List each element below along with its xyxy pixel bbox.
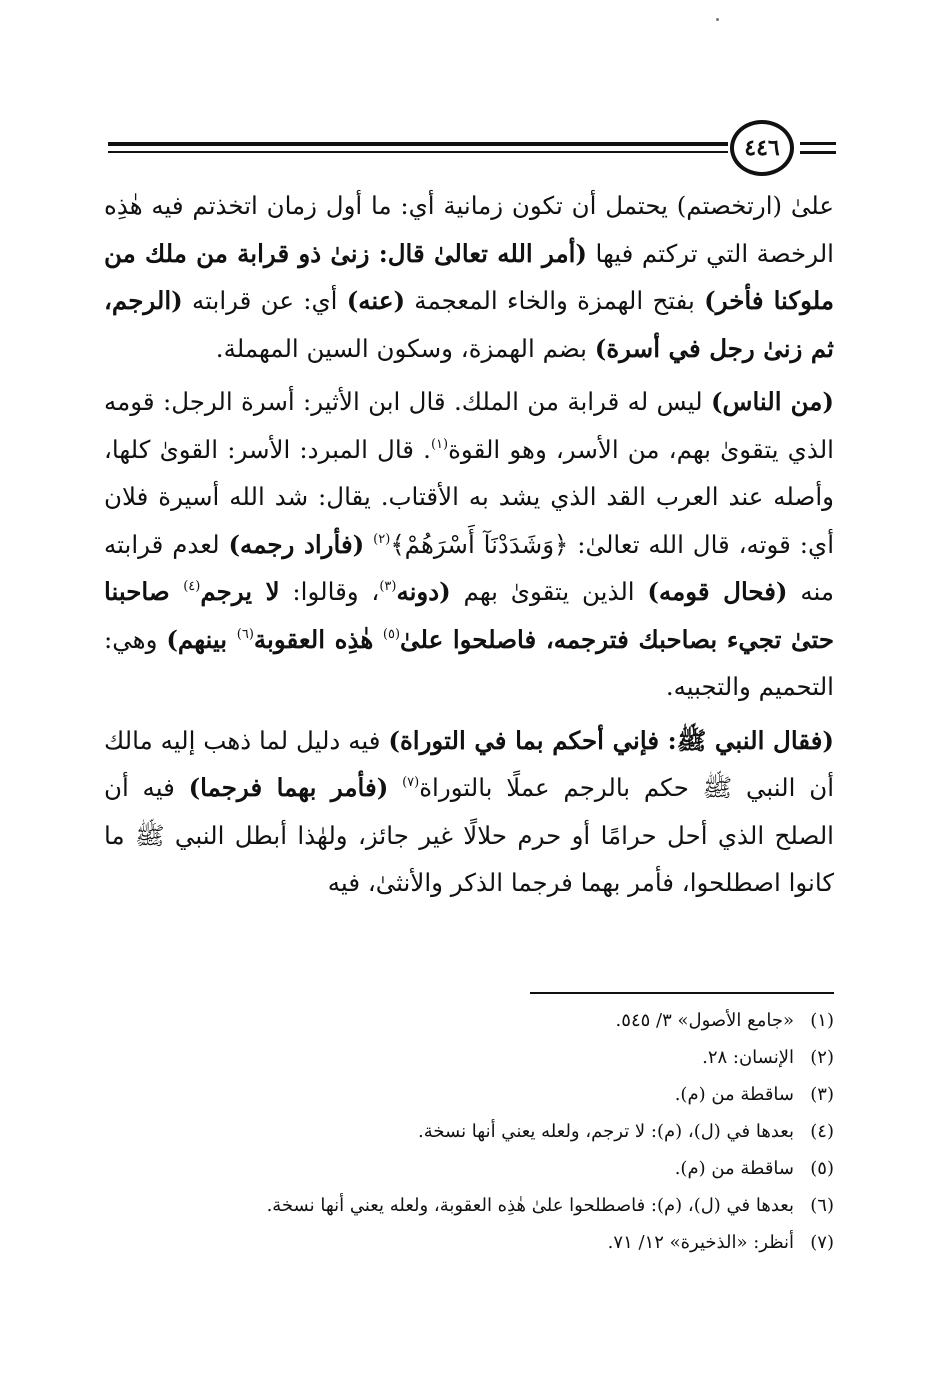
footnote-ref: (٥) [382,626,401,642]
footnote-ref: (٤) [183,579,201,594]
quoted-text: هٰذِه العقوبة [253,624,383,654]
footnote-text: أنظر: «الذخيرة» ١٢/ ٧١. [607,1232,794,1253]
quoted-text: بينهم) [166,624,237,654]
paragraph [104,378,834,711]
quoted-text: (عنه) [346,286,406,315]
paragraph [104,182,834,372]
footnote-number: (٢) [810,1047,834,1068]
footnote [104,1002,834,1039]
commentary-text: الذين يتقوىٰ بهم [450,577,648,606]
footnote-number: (١) [810,1010,834,1031]
commentary-text: فيه أن الصلح الذي أحل حرامًا أو حرم حلالًا غير جائز، ولهٰذا أبطل النبي ﷺ ما كانوا اصطلحوا، فأمر بهما فرجما الذكر والأنثىٰ، فيه [104,773,834,897]
footnote-number: (٧) [810,1232,834,1253]
quoted-text: (أمر الله تعالىٰ قال: زنىٰ ذو قرابة من ملك من ملوكنا فأخر) [104,238,835,315]
commentary-text: لعدم قرابته منه [104,529,834,606]
footnote-number: (٣) [810,1084,834,1105]
footnote-number: (٤) [810,1121,834,1142]
main-text [104,182,834,913]
header-rule-right-thin [800,151,836,154]
footnote [104,1113,834,1150]
quoted-text: (فحال قومه) [647,577,788,606]
quoted-text: لا يرجم [200,577,280,606]
commentary-text: بضم الهمزة، وسكون السين المهملة. [215,333,595,363]
footnote [104,1039,834,1076]
commentary-text: وهي: التحميم والتجبيه. [104,624,834,701]
page-number-badge [730,120,794,176]
commentary-text: أي: عن قرابته [182,286,347,315]
footnote-number: (٥) [810,1158,834,1179]
header-rule-right-thick [800,142,836,145]
footnote-text: الإنسان: ٢٨. [702,1047,794,1068]
header-rule-thin [108,151,728,153]
footnote-ref: (٣) [379,579,397,594]
quoted-text: (فقال النبي ﷺ: فإني أحكم بما في التوراة) [388,725,834,755]
footnote-text: بعدها في (ل)، (م): لا ترجم، ولعله يعني أنها نسخة. [418,1121,794,1142]
quoted-text: (فأمر بهما فرجما) [188,773,389,802]
quoted-text: صاحبنا حتىٰ تجيء بصاحبك فترجمه، فاصلحوا علىٰ [104,577,834,654]
commentary-text: ليس له قرابة من الملك. قال ابن الأثير: أسرة الرجل: قومه الذي يتقوىٰ بهم، من الأسر، وهو القوة [104,387,834,464]
footnote-separator [530,992,834,994]
commentary-text [388,773,402,802]
commentary-text: علىٰ (ارتخصتم) يحتمل أن تكون زمانية أي: ما أول زمان اتخذتم فيه هٰذِه الرخصة التي تركتم فيها [104,191,834,268]
page-header [108,118,836,178]
commentary-text: ، وقالوا: [279,577,380,606]
footnote-ref: (٧) [402,775,420,790]
footnote [104,1187,834,1224]
quoted-text: (فأراد رجمه) [228,529,365,559]
footnote-text: بعدها في (ل)، (م): فاصطلحوا علىٰ هٰذِه العقوبة، ولعله يعني أنها نسخة. [266,1195,794,1216]
paragraph [104,717,834,907]
footnotes [104,1002,834,1261]
footnote-text: ساقطة من (م). [674,1158,794,1179]
footnote-text: ساقطة من (م). [674,1084,794,1105]
commentary-text: . قال المبرد: الأسر: القوىٰ كلها، وأصله عند العرب القد الذي يشد به الأقتاب. يقال: شد الله أسيرة فلان أي: قوته، قال الله تعالىٰ: ﴿وَشَدَدْنَآ أَسْرَهُمْ﴾ [104,434,835,559]
footnote-text: «جامع الأصول» ٣/ ٥٤٥. [615,1010,794,1031]
footnote [104,1150,834,1187]
footnote-ref: (٦) [236,626,254,642]
quoted-text: (دونه [396,577,451,606]
commentary-text: فيه دليل لما ذهب إليه مالك أن النبي ﷺ حكم بالرجم عملًا بالتوراة [104,725,834,802]
quoted-text: (الرجم، ثم زنىٰ رجل في أسرة) [104,286,834,363]
scan-speck [716,18,719,21]
footnote-ref: (٢) [373,531,391,547]
commentary-text [364,530,373,559]
commentary-text: بفتح الهمزة والخاء المعجمة [405,286,705,315]
footnote [104,1076,834,1113]
quoted-text: (من الناس) [710,387,835,416]
footnote-ref: (١) [430,436,449,452]
footnote-number: (٦) [810,1195,834,1216]
page-number: ٤٤٦ [744,135,780,161]
header-rule-thick [108,142,728,146]
footnote [104,1224,834,1261]
